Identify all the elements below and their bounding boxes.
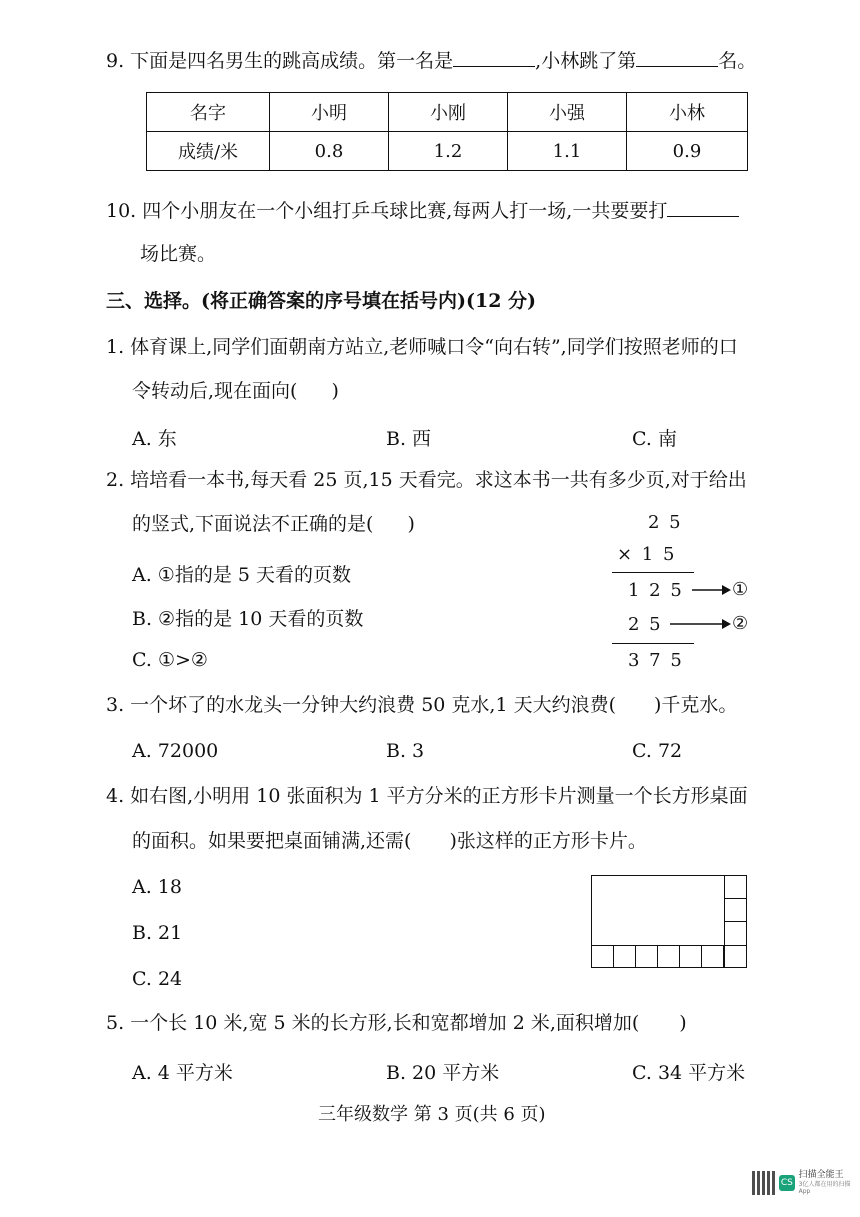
c3-line (106, 694, 737, 717)
c4-line1: 4. 如右图,小明用 10 张面积为 1 平方分米的正方形卡片测量一个长方形桌面 (106, 785, 748, 807)
table-cell: 成绩/米 (147, 132, 270, 171)
square-card (635, 945, 658, 968)
calc-rule (612, 643, 694, 644)
page-footer: 三年级数学 第 3 页(共 6 页) (318, 1104, 546, 1125)
scanner-title: 扫描全能王 (798, 1170, 844, 1180)
c5-line-b: ) (679, 1012, 687, 1034)
c2-option-b: B. ②指的是 10 天看的页数 (132, 608, 364, 630)
c1-line2-a: 令转动后,现在面向( (132, 380, 298, 402)
table-row (147, 132, 748, 171)
c1-line2 (132, 380, 339, 403)
square-card (657, 945, 680, 968)
q9-text (106, 50, 756, 73)
square-card (701, 945, 724, 968)
c4-option-c: C. 24 (132, 968, 183, 990)
cs-logo-icon: CS (779, 1175, 794, 1191)
c5-line-a: 5. 一个长 10 米,宽 5 米的长方形,长和宽都增加 2 米,面积增加( (106, 1012, 640, 1034)
c3-line-b: )千克水。 (654, 694, 738, 716)
table-cell: 名字 (147, 93, 270, 132)
calc-partial-2: 2 5 (628, 614, 663, 635)
table-cell: 小林 (627, 93, 748, 132)
q10-text: 10. 四个小朋友在一个小组打乒乓球比赛,每两人打一场,一共要要打 (106, 200, 668, 222)
c4-option-a: A. 18 (132, 876, 182, 898)
c2-option-c: C. ①>② (132, 649, 208, 671)
table-header-row (147, 93, 748, 132)
table-cell: 小明 (270, 93, 389, 132)
scanner-watermark (752, 1170, 860, 1195)
square-card (724, 875, 747, 899)
calc-mark-2: ② (732, 613, 751, 634)
c4-line2 (132, 830, 647, 853)
c2-line2 (132, 513, 415, 536)
qr-code-icon (752, 1171, 775, 1195)
c3-option-b: B. 3 (386, 740, 425, 762)
arrow-right-icon (692, 580, 732, 600)
high-jump-table (146, 92, 748, 171)
square-card (724, 945, 747, 968)
q9-text-a: 9. 下面是四名男生的跳高成绩。第一名是 (106, 50, 454, 72)
square-card (613, 945, 636, 968)
c4-line2-a: 的面积。如果要把桌面铺满,还需( (132, 830, 412, 852)
calc-multiplicand: 2 5 (648, 512, 683, 533)
q9-blank-rank[interactable] (636, 50, 718, 67)
c3-line-a: 3. 一个坏了的水龙头一分钟大约浪费 50 克水,1 天大约浪费( (106, 694, 617, 716)
q10-line1 (106, 200, 739, 223)
c2-line2-b: ) (407, 513, 415, 535)
table-cell: 小刚 (389, 93, 508, 132)
q10-line2: 场比赛。 (140, 243, 217, 265)
c1-option-c: C. 南 (632, 428, 677, 450)
table-cell: 0.8 (270, 132, 389, 171)
c1-option-a: A. 东 (132, 428, 177, 450)
c5-option-b: B. 20 平方米 (386, 1062, 500, 1084)
calc-partial-1: 1 2 5 (628, 580, 684, 601)
q9-text-c: 名。 (718, 50, 757, 72)
calc-result: 3 7 5 (628, 650, 684, 671)
square-card (724, 898, 747, 922)
square-card (679, 945, 702, 968)
c1-line2-b: ) (331, 380, 339, 402)
scanner-text (799, 1170, 860, 1195)
c2-option-a: A. ①指的是 5 天看的页数 (132, 564, 352, 586)
square-card (724, 921, 747, 946)
c1-line1: 1. 体育课上,同学们面朝南方站立,老师喊口令“向右转”,同学们按照老师的口 (106, 336, 738, 358)
c2-line1: 2. 培培看一本书,每天看 25 页,15 天看完。求这本书一共有多少页,对于给出 (106, 469, 747, 491)
calc-multiplier: × 1 5 (617, 544, 677, 565)
table-cell: 1.2 (389, 132, 508, 171)
c1-option-b: B. 西 (386, 428, 432, 450)
c5-line (106, 1012, 687, 1035)
calc-mark-1: ① (732, 579, 751, 600)
arrow-right-icon (670, 614, 732, 634)
square-card (591, 945, 614, 968)
c3-option-a: A. 72000 (132, 740, 219, 762)
calc-rule (612, 572, 694, 573)
c4-line2-b: )张这样的正方形卡片。 (449, 830, 647, 852)
scanner-subtitle: 3亿人都在用的扫描App (798, 1180, 851, 1195)
c2-line2-a: 的竖式,下面说法不正确的是( (132, 513, 374, 535)
table-cell: 0.9 (627, 132, 748, 171)
c3-option-c: C. 72 (632, 740, 683, 762)
q9-text-b: ,小林跳了第 (535, 50, 637, 72)
table-cell: 1.1 (508, 132, 627, 171)
c5-option-c: C. 34 平方米 (632, 1062, 746, 1084)
q10-blank[interactable] (667, 200, 739, 217)
c5-option-a: A. 4 平方米 (132, 1062, 233, 1084)
q9-blank-first[interactable] (453, 50, 535, 67)
table-cell: 小强 (508, 93, 627, 132)
c4-option-b: B. 21 (132, 922, 183, 944)
section3-heading: 三、选择。(将正确答案的序号填在括号内)(12 分) (106, 290, 537, 312)
